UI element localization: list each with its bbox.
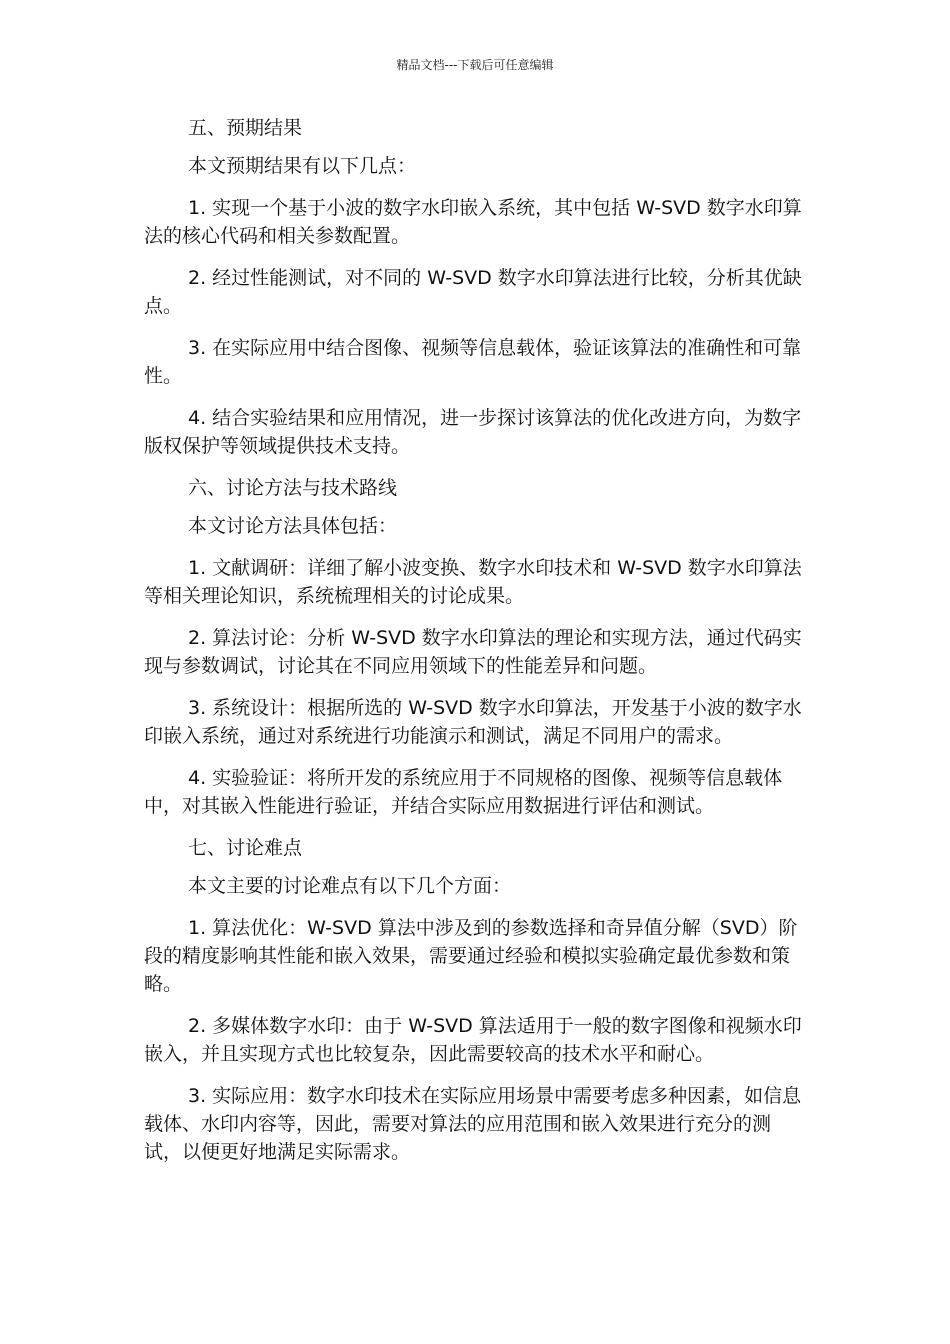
paragraph: 1. 文献调研：详细了解小波变换、数字水印技术和 W-SVD 数字水印算法等相关理论知识，系统梳理相关的讨论成果。 xyxy=(144,557,802,607)
paragraph: 4. 结合实验结果和应用情况，进一步探讨该算法的优化改进方向，为数字版权保护等领域提供技术支持。 xyxy=(144,407,802,457)
section-heading-difficulties: 七、讨论难点 xyxy=(188,837,303,859)
page-header: 精品文档---下载后可任意编辑 xyxy=(396,58,554,72)
paragraph: 本文预期结果有以下几点： xyxy=(188,155,417,177)
paragraph: 1. 算法优化：W-SVD 算法中涉及到的参数选择和奇异值分解（SVD）阶段的精度影响其性能和嵌入效果，需要通过经验和模拟实验确定最优参数和策略。 xyxy=(144,917,798,995)
paragraph: 3. 系统设计：根据所选的 W-SVD 数字水印算法，开发基于小波的数字水印嵌入系统，通过对系统进行功能演示和测试，满足不同用户的需求。 xyxy=(144,697,802,747)
paragraph: 本文讨论方法具体包括： xyxy=(188,515,398,537)
document-body xyxy=(144,114,806,1180)
paragraph: 2. 算法讨论：分析 W-SVD 数字水印算法的理论和实现方法，通过代码实现与参数调试，讨论其在不同应用领域下的性能差异和问题。 xyxy=(144,627,802,677)
paragraph: 3. 实际应用：数字水印技术在实际应用场景中需要考虑多种因素，如信息载体、水印内容等，因此，需要对算法的应用范围和嵌入效果进行充分的测试，以便更好地满足实际需求。 xyxy=(144,1085,802,1163)
paragraph: 2. 经过性能测试，对不同的 W-SVD 数字水印算法进行比较，分析其优缺点。 xyxy=(144,267,802,317)
paragraph: 本文主要的讨论难点有以下几个方面： xyxy=(188,875,512,897)
paragraph: 4. 实验验证：将所开发的系统应用于不同规格的图像、视频等信息载体中，对其嵌入性能进行验证，并结合实际应用数据进行评估和测试。 xyxy=(144,767,783,817)
section-heading-expected-results: 五、预期结果 xyxy=(188,117,303,139)
paragraph: 2. 多媒体数字水印：由于 W-SVD 算法适用于一般的数字图像和视频水印嵌入，并且实现方式也比较复杂，因此需要较高的技术水平和耐心。 xyxy=(144,1015,802,1065)
section-heading-methods: 六、讨论方法与技术路线 xyxy=(188,477,398,499)
paragraph: 1. 实现一个基于小波的数字水印嵌入系统，其中包括 W-SVD 数字水印算法的核心代码和相关参数配置。 xyxy=(144,197,802,247)
paragraph: 3. 在实际应用中结合图像、视频等信息载体，验证该算法的准确性和可靠性。 xyxy=(144,337,802,387)
